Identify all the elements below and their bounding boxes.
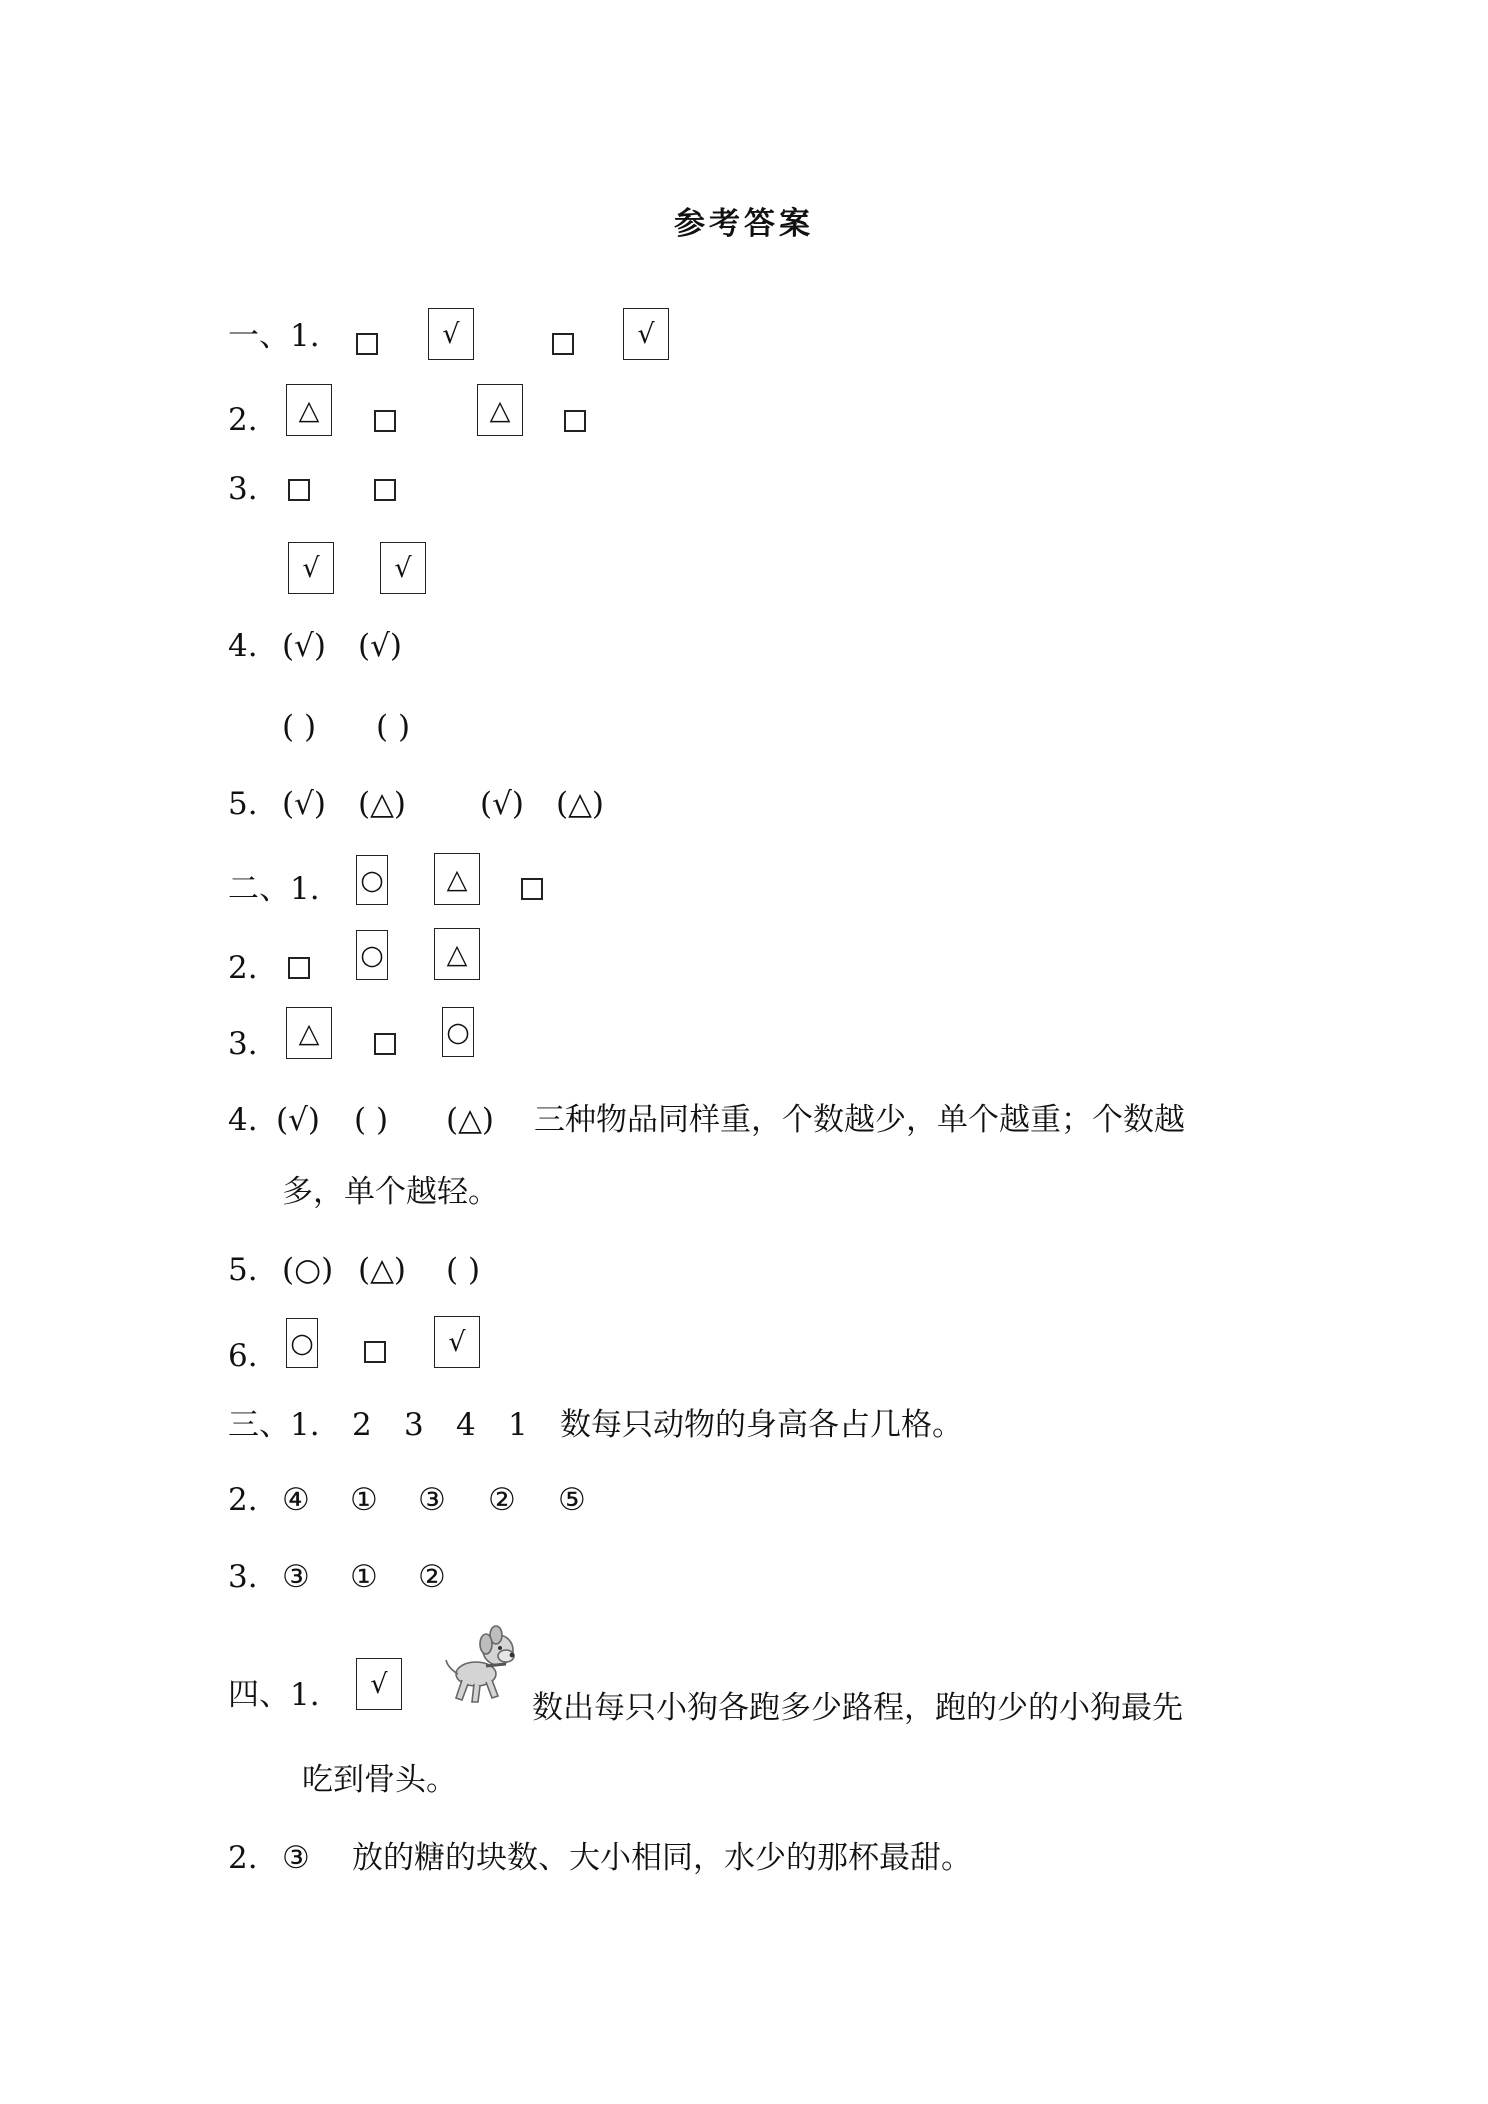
s2-3-label: 3. [228,1026,258,1062]
s3-3-num: ② [418,1559,446,1595]
s3-1-num: 4 [456,1407,476,1443]
empty-square [564,410,586,432]
s1-4-r1-1: (√) [282,628,326,664]
s1-5-item: (√) [480,786,524,822]
s3-1-num: 3 [404,1407,424,1443]
empty-square [374,410,396,432]
s3-3-label: 3. [228,1559,258,1595]
s2-3-box-1: △ [286,1007,332,1059]
s3-2-num: ④ [282,1482,310,1518]
s2-3-box-2: ○ [442,1007,474,1057]
s3-3-num: ① [350,1559,378,1595]
s2-4-item: (△) [446,1102,495,1138]
s1-4-r1-2: (√) [358,628,402,664]
empty-square [374,1033,396,1055]
s4-2-text: 放的糖的块数、大小相同，水少的那杯最甜。 [352,1840,972,1876]
s1-4-r2-1: ( ) [282,709,317,745]
s2-4-label: 4. [228,1102,258,1138]
s1-1-box-2: √ [623,308,669,360]
s3-1-num: 2 [352,1407,372,1443]
empty-square [288,479,310,501]
s1-2-box-1: △ [286,384,332,436]
page-title: 参考答案 [674,206,814,242]
s2-2-box-1: ○ [356,930,388,980]
s2-4-text-1: 三种物品同样重，个数越少，单个越重；个数越 [534,1102,1185,1138]
s2-2-box-2: △ [434,928,480,980]
s4-2-num: ③ [282,1840,310,1876]
dog-icon [440,1622,524,1706]
s2-1-label: 二、1. [228,871,320,907]
s1-3-box-2: √ [380,542,426,594]
s4-1-box: √ [356,1658,402,1710]
s3-2-label: 2. [228,1482,258,1518]
empty-square [288,957,310,979]
s3-2-num: ② [488,1482,516,1518]
s1-4-label: 4. [228,628,258,664]
s3-1-label: 三、1. [228,1407,320,1443]
s1-1-box-1: √ [428,308,474,360]
s4-1-text-2: 吃到骨头。 [302,1762,457,1798]
s4-1-text-1: 数出每只小狗各跑多少路程，跑的少的小狗最先 [532,1690,1183,1726]
s1-5-item: (△) [556,786,605,822]
s1-5-item: (√) [282,786,326,822]
s2-6-box-1: ○ [286,1318,318,1368]
empty-square [521,878,543,900]
s2-6-label: 6. [228,1338,258,1374]
s2-4-text-2: 多，单个越轻。 [282,1174,499,1210]
s1-5-item: (△) [358,786,407,822]
s2-4-item: ( ) [354,1102,389,1138]
s2-5-item: ( ) [446,1252,481,1288]
s3-3-num: ③ [282,1559,310,1595]
s3-2-num: ③ [418,1482,446,1518]
empty-square [364,1341,386,1363]
s1-3-box-1: √ [288,542,334,594]
s2-6-box-2: √ [434,1316,480,1368]
empty-square [552,333,574,355]
s2-5-item: (○) [282,1252,334,1288]
empty-square [356,333,378,355]
s3-1-num: 1 [508,1407,528,1443]
empty-square [374,479,396,501]
s2-1-box-1: ○ [356,855,388,905]
s2-5-label: 5. [228,1252,258,1288]
s2-4-item: (√) [276,1102,320,1138]
s3-2-num: ⑤ [558,1482,586,1518]
s1-2-box-2: △ [477,384,523,436]
s3-1-text: 数每只动物的身高各占几格。 [560,1407,963,1443]
s1-1-label: 一、1. [228,318,320,354]
s4-1-label: 四、1. [228,1677,320,1713]
s1-4-r2-2: ( ) [376,709,411,745]
s1-3-label: 3. [228,471,258,507]
s3-2-num: ① [350,1482,378,1518]
s2-5-item: (△) [358,1252,407,1288]
s4-2-label: 2. [228,1840,258,1876]
s2-2-label: 2. [228,950,258,986]
s2-1-box-2: △ [434,853,480,905]
s1-5-label: 5. [228,786,258,822]
s1-2-label: 2. [228,402,258,438]
